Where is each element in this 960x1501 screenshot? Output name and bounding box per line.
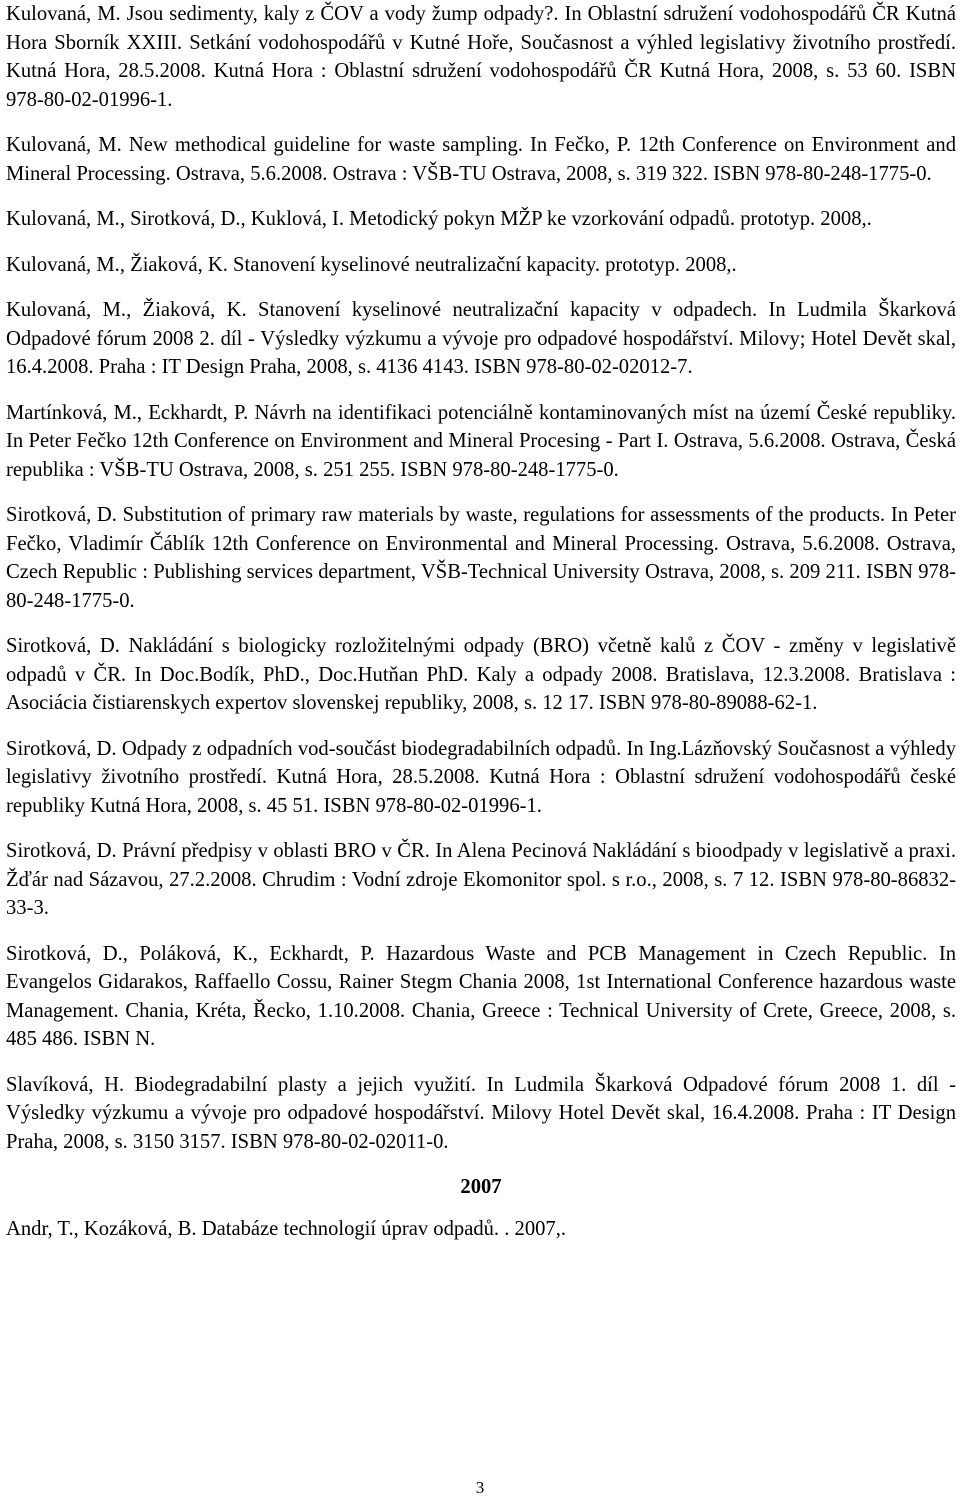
bibliography-entry: Kulovaná, M., Žiaková, K. Stanovení kyselinové neutralizační kapacity. prototyp. 2008,. <box>6 253 737 276</box>
bibliography-entry: Kulovaná, M. Jsou sedimenty, kaly z ČOV a vody žump odpady?. In Oblastní sdružení vodohospodářů ČR Kutná Hora Sborník XXIII. Setkání vodohospodářů v Kutné Hoře, Současnost a výhled legislativy životního prostředí. Kutná Hora, 28.5.2008. Kutná Hora : Oblastní sdružení vodohospodářů ČR Kutná Hora, 2008, s. 53 60. ISBN 978-80-02-01996-1. <box>6 3 956 111</box>
bibliography-entry: Sirotková, D. Odpady z odpadních vod-součást biodegradabilních odpadů. In Ing.Lázňovský Současnost a výhledy legislativy životního prostředí. Kutná Hora, 28.5.2008. Kutná Hora : Oblastní sdružení vodohospodářů české republiky Kutná Hora, 2008, s. 45 51. ISBN 978-80-02-01996-1. <box>6 737 956 817</box>
bibliography-entry: Kulovaná, M., Sirotková, D., Kuklová, I. Metodický pokyn MŽP ke vzorkování odpadů. prototyp. 2008,. <box>6 208 872 230</box>
bibliography-entry: Sirotková, D. Právní předpisy v oblasti BRO v ČR. In Alena Pecinová Nakládání s bioodpady v legislativě a praxi. Žďár nad Sázavou, 27.2.2008. Chrudim : Vodní zdroje Ekomonitor spol. s r.o., 2008, s. 7 12. ISBN 978-80-86832-33-3. <box>6 840 956 919</box>
bibliography-entry: Sirotková, D., Poláková, K., Eckhardt, P. Hazardous Waste and PCB Management in Czech Republic. In Evangelos Gidarakos, Raffaello Cossu, Rainer Stegm Chania 2008, 1st International Conference hazardous waste Management. Chania, Kréta, Řecko, 1.10.2008. Chania, Greece : Technical University of Crete, Greece, 2008, s. 485 486. ISBN N. <box>6 942 956 1050</box>
bibliography-entry: Sirotková, D. Nakládání s biologicky rozložitelnými odpady (BRO) včetně kalů z ČOV - změny v legislativě odpadů v ČR. In Doc.Bodík, PhD., Doc.Hutňan PhD. Kaly a odpady 2008. Bratislava, 12.3.2008. Bratislava : Asociácia čistiarenskych expertov slovenskej republiky, 2008, s. 12 17. ISBN 978-80-89088-62-1. <box>6 635 956 714</box>
bibliography-entry: Kulovaná, M., Žiaková, K. Stanovení kyselinové neutralizační kapacity v odpadech. In Ludmila Škarková Odpadové fórum 2008 2. díl - Výsledky výzkumu a vývoje pro odpadové hospodářství. Milovy; Hotel Devět skal, 16.4.2008. Praha : IT Design Praha, 2008, s. 4136 4143. ISBN 978-80-02-02012-7. <box>6 299 956 378</box>
year-heading: 2007 <box>460 1176 502 1198</box>
bibliography-page <box>6 0 956 1261</box>
bibliography-entry: Kulovaná, M. New methodical guideline for waste sampling. In Fečko, P. 12th Conference on Environment and Mineral Processing. Ostrava, 5.6.2008. Ostrava : VŠB-TU Ostrava, 2008, s. 319 322. ISBN 978-80-248-1775-0. <box>6 134 956 185</box>
bibliography-entry: Andr, T., Kozáková, B. Databáze technologií úprav odpadů. . 2007,. <box>6 1218 567 1240</box>
page-number: 3 <box>475 1478 485 1497</box>
bibliography-entry: Sirotková, D. Substitution of primary raw materials by waste, regulations for assessments of the products. In Peter Fečko, Vladimír Čáblík 12th Conference on Environmental and Mineral Processing. Ostrava, 5.6.2008. Ostrava, Czech Republic : Publishing services department, VŠB-Technical University Ostrava, 2008, s. 209 211. ISBN 978-80-248-1775-0. <box>6 504 956 612</box>
bibliography-entry: Slavíková, H. Biodegradabilní plasty a jejich využití. In Ludmila Škarková Odpadové fórum 2008 1. díl - Výsledky výzkumu a vývoje pro odpadové hospodářství. Milovy Hotel Devět skal, 16.4.2008. Praha : IT Design Praha, 2008, s. 3150 3157. ISBN 978-80-02-02011-0. <box>6 1073 956 1153</box>
bibliography-entry: Martínková, M., Eckhardt, P. Návrh na identifikaci potenciálně kontaminovaných míst na území České republiky. In Peter Fečko 12th Conference on Environment and Mineral Procesing - Part I. Ostrava, 5.6.2008. Ostrava, Česká republika : VŠB-TU Ostrava, 2008, s. 251 255. ISBN 978-80-248-1775-0. <box>6 401 956 481</box>
